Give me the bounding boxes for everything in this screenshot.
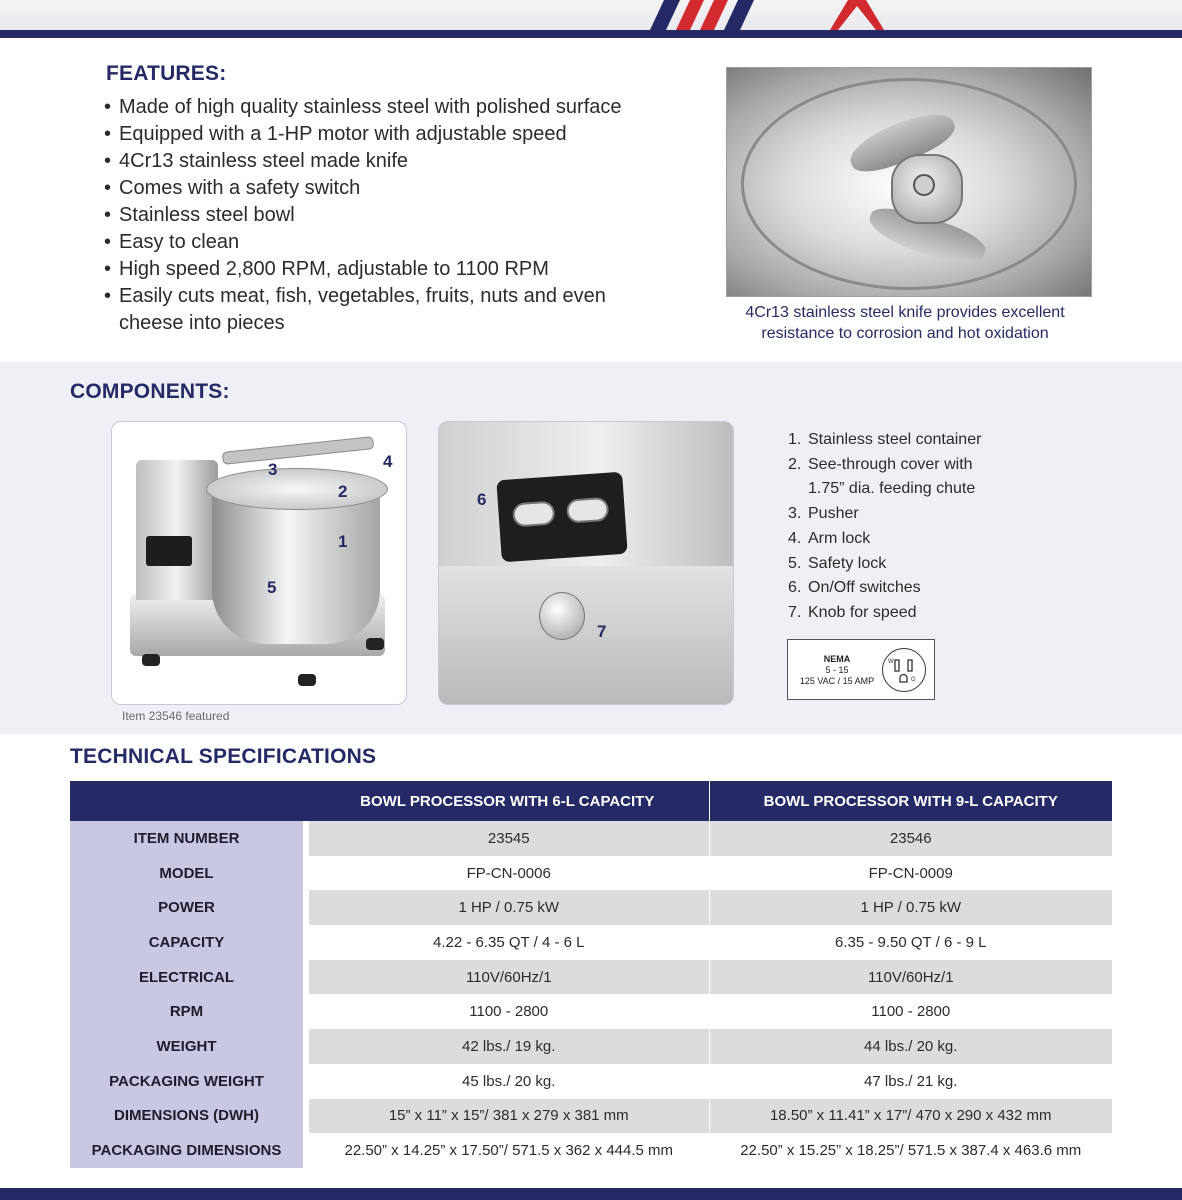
cell-6l: 110V/60Hz/1 bbox=[306, 960, 709, 995]
table-row bbox=[70, 994, 1112, 1029]
table-row bbox=[70, 1099, 1112, 1134]
list-item-continuation: 1.75” dia. feeding chute bbox=[808, 480, 976, 498]
header-blank bbox=[70, 781, 306, 821]
list-item: 4. Arm lock bbox=[788, 529, 871, 547]
feature-item: • Stainless steel bowl bbox=[104, 202, 704, 229]
cell-6l: 4.22 - 6.35 QT / 4 - 6 L bbox=[433, 933, 585, 951]
row-label: RPM bbox=[70, 994, 306, 1029]
cell-6l: 23545 bbox=[306, 821, 709, 856]
cell-9l: FP-CN-0009 bbox=[709, 856, 1112, 891]
features-list bbox=[104, 94, 704, 337]
callout-1: 1 bbox=[338, 532, 348, 551]
row-label: CAPACITY bbox=[70, 925, 306, 960]
features-title: FEATURES: bbox=[106, 62, 227, 85]
components-title: COMPONENTS: bbox=[70, 380, 230, 403]
feature-item: • Easy to clean bbox=[104, 229, 704, 256]
table-row bbox=[70, 1029, 1112, 1064]
row-label: ELECTRICAL bbox=[70, 960, 306, 995]
knife-caption: 4Cr13 stainless steel knife provides excellent resistance to corrosion and hot oxidation bbox=[745, 304, 1065, 342]
list-item: 1. Stainless steel container bbox=[788, 431, 982, 448]
switch-closeup-photo bbox=[438, 421, 734, 705]
outlet-pin-g: G bbox=[911, 677, 916, 683]
callout-2: 2 bbox=[338, 482, 348, 501]
outlet-icon bbox=[882, 648, 926, 692]
cell-6l: 45 lbs./ 20 kg. bbox=[462, 1072, 556, 1090]
callout-6: 6 bbox=[477, 490, 487, 509]
nema-title: NEMA bbox=[823, 654, 851, 664]
cell-9l: 23546 bbox=[709, 821, 1112, 856]
list-item: 2. See-through cover with bbox=[788, 455, 973, 473]
header-9l: BOWL PROCESSOR WITH 9-L CAPACITY bbox=[709, 781, 1112, 821]
callout-4: 4 bbox=[383, 452, 393, 471]
spec-table bbox=[70, 781, 1112, 1168]
cell-9l: 1 HP / 0.75 kW bbox=[709, 890, 1112, 925]
footer-stripe bbox=[0, 1188, 1182, 1200]
row-label: MODEL bbox=[70, 856, 306, 891]
cell-6l: 1 HP / 0.75 kW bbox=[306, 890, 709, 925]
table-row bbox=[70, 925, 1112, 960]
feature-item: • 4Cr13 stainless steel made knife bbox=[104, 148, 704, 175]
cell-9l: 110V/60Hz/1 bbox=[709, 960, 1112, 995]
callout-7: 7 bbox=[597, 622, 607, 641]
table-row bbox=[70, 821, 1112, 856]
nema-rating: 125 VAC / 15 AMP bbox=[799, 676, 875, 686]
row-label: ITEM NUMBER bbox=[70, 821, 306, 856]
cell-9l: 44 lbs./ 20 kg. bbox=[709, 1029, 1112, 1064]
cell-6l: 15” x 11” x 15”/ 381 x 279 x 381 mm bbox=[306, 1099, 709, 1134]
cell-9l: 1100 - 2800 bbox=[709, 994, 1112, 1029]
feature-item: • Equipped with a 1-HP motor with adjustable speed bbox=[104, 121, 704, 148]
feature-item: • Easily cuts meat, fish, vegetables, fruits, nuts and even cheese into pieces bbox=[104, 283, 659, 337]
table-row bbox=[70, 890, 1112, 925]
outlet-pin-w: W bbox=[888, 659, 894, 665]
feature-item: • Comes with a safety switch bbox=[104, 175, 704, 202]
nema-plug-spec bbox=[787, 639, 935, 700]
header-6l: BOWL PROCESSOR WITH 6-L CAPACITY bbox=[306, 781, 709, 821]
row-label: POWER bbox=[70, 890, 306, 925]
cell-9l: 22.50” x 15.25” x 18.25”/ 571.5 x 387.4 x 463.6 mm bbox=[709, 1133, 1112, 1168]
knife-photo bbox=[726, 67, 1092, 297]
components-list bbox=[788, 428, 1088, 626]
cell-6l: 42 lbs./ 19 kg. bbox=[306, 1029, 709, 1064]
cell-6l: 22.50” x 14.25” x 17.50”/ 571.5 x 362 x 444.5 mm bbox=[344, 1142, 674, 1160]
processor-photo bbox=[111, 421, 407, 705]
table-row bbox=[70, 1064, 1112, 1099]
callout-5: 5 bbox=[267, 578, 277, 597]
cell-6l: 1100 - 2800 bbox=[469, 1003, 549, 1021]
table-row bbox=[70, 1133, 1112, 1168]
cell-6l: FP-CN-0006 bbox=[466, 864, 551, 882]
nema-spec: 5 - 15 bbox=[825, 665, 849, 675]
header-band bbox=[0, 0, 1182, 30]
list-item: 6. On/Off switches bbox=[788, 579, 921, 597]
callout-3: 3 bbox=[268, 460, 278, 479]
row-label: DIMENSIONS (DWH) bbox=[70, 1099, 306, 1134]
feature-item: • High speed 2,800 RPM, adjustable to 1100 RPM bbox=[104, 256, 704, 283]
cell-9l: 47 lbs./ 21 kg. bbox=[709, 1064, 1112, 1099]
list-item: 3. Pusher bbox=[788, 505, 859, 523]
cell-9l: 18.50” x 11.41” x 17”/ 470 x 290 x 432 mm bbox=[709, 1099, 1112, 1134]
list-item: 5. Safety lock bbox=[788, 554, 887, 572]
feature-item: • Made of high quality stainless steel with polished surface bbox=[104, 94, 704, 121]
row-label: PACKAGING DIMENSIONS bbox=[70, 1133, 306, 1168]
table-header-row bbox=[70, 781, 1112, 821]
row-label: WEIGHT bbox=[70, 1029, 306, 1064]
cell-9l: 6.35 - 9.50 QT / 6 - 9 L bbox=[709, 925, 1112, 960]
table-row bbox=[70, 856, 1112, 891]
flag-stripes-graphic bbox=[0, 0, 1182, 30]
specs-title: TECHNICAL SPECIFICATIONS bbox=[70, 745, 377, 768]
row-label: PACKAGING WEIGHT bbox=[70, 1064, 306, 1099]
list-item: 7. Knob for speed bbox=[788, 603, 917, 621]
table-row bbox=[70, 960, 1112, 995]
header-stripe bbox=[0, 30, 1182, 38]
featured-item-note: Item 23546 featured bbox=[122, 709, 230, 723]
